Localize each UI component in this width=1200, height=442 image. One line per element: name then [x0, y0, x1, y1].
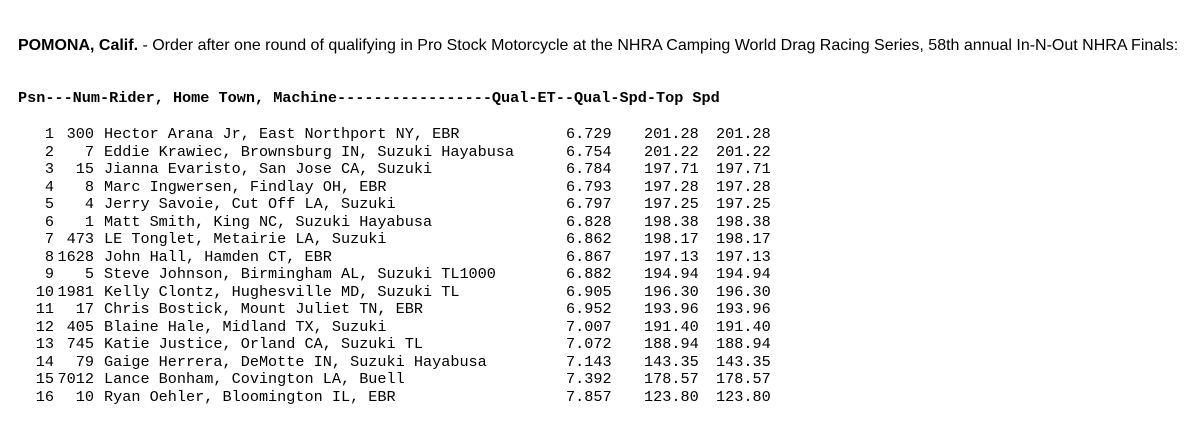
- qual-et: 6.952: [566, 300, 612, 318]
- bike-number: 7012: [57, 370, 94, 388]
- rider: Chris Bostick, Mount Juliet TN, EBR: [104, 300, 423, 318]
- position: 12: [35, 317, 54, 336]
- qual-et: 7.392: [566, 370, 612, 388]
- top-speed: 191.40: [716, 317, 771, 336]
- dateline: POMONA, Calif.: [18, 37, 139, 54]
- top-speed: 201.28: [716, 125, 771, 143]
- qual-speed: 197.71: [644, 160, 699, 178]
- position: 6: [44, 212, 54, 231]
- top-speed: 188.94: [716, 335, 771, 353]
- qual-speed: 198.17: [644, 230, 699, 248]
- qual-et: 6.862: [566, 230, 612, 248]
- top-speed: 193.96: [716, 300, 771, 318]
- qual-speed: 188.94: [644, 335, 699, 353]
- bike-number: 4: [84, 195, 94, 213]
- top-speed: 178.57: [716, 370, 771, 388]
- bike-number: 7: [84, 142, 94, 161]
- qual-speed: 201.28: [644, 125, 699, 143]
- bike-number: 5: [84, 265, 94, 283]
- qual-et: 6.867: [566, 247, 612, 266]
- rider: Marc Ingwersen, Findlay OH, EBR: [104, 177, 387, 196]
- qual-speed: 191.40: [644, 317, 699, 336]
- qual-speed: 123.80: [644, 387, 699, 406]
- position: 9: [44, 265, 54, 283]
- rider: Gaige Herrera, DeMotte IN, Suzuki Hayabusa: [104, 352, 487, 371]
- top-speed: 197.71: [716, 160, 771, 178]
- rider: Hector Arana Jr, East Northport NY, EBR: [104, 125, 460, 143]
- qual-et: 6.784: [566, 160, 612, 178]
- top-speed: 196.30: [716, 282, 771, 301]
- qual-speed: 143.35: [644, 352, 699, 371]
- qual-et: 7.007: [566, 317, 612, 336]
- position: 10: [35, 282, 54, 301]
- bike-number: 79: [75, 352, 94, 371]
- top-speed: 143.35: [716, 352, 771, 371]
- rider: Lance Bonham, Covington LA, Buell: [104, 370, 405, 388]
- rider: Blaine Hale, Midland TX, Suzuki: [104, 317, 387, 336]
- bike-number: 1628: [57, 247, 94, 266]
- position: 15: [35, 370, 54, 388]
- position: 5: [44, 195, 54, 213]
- bike-number: 473: [66, 230, 94, 248]
- table-header: Psn---Num-Rider, Home Town, Machine-----------------Qual-ET--Qual-Spd-Top Spd: [18, 89, 720, 107]
- qual-speed: 197.13: [644, 247, 699, 266]
- top-speed: 197.25: [716, 195, 771, 213]
- position: 1: [44, 125, 54, 143]
- position: 7: [44, 230, 54, 248]
- bike-number: 15: [75, 160, 94, 178]
- top-speed: 123.80: [716, 387, 771, 406]
- rider: Matt Smith, King NC, Suzuki Hayabusa: [104, 212, 433, 231]
- intro-paragraph: [18, 36, 1178, 56]
- bike-number: 745: [66, 335, 94, 353]
- top-speed: 197.13: [716, 247, 771, 266]
- rider: Katie Justice, Orland CA, Suzuki TL: [104, 335, 423, 353]
- qual-speed: 201.22: [644, 142, 699, 161]
- position: 13: [35, 335, 54, 353]
- position: 3: [44, 160, 54, 178]
- top-speed: 198.17: [716, 230, 771, 248]
- qual-speed: 178.57: [644, 370, 699, 388]
- top-speed: 194.94: [716, 265, 771, 283]
- qual-speed: 193.96: [644, 300, 699, 318]
- qual-et: 6.882: [566, 265, 612, 283]
- rider: Kelly Clontz, Hughesville MD, Suzuki TL: [104, 282, 460, 301]
- qual-speed: 197.28: [644, 177, 699, 196]
- position: 8: [44, 247, 54, 266]
- top-speed: 201.22: [716, 142, 771, 161]
- qual-et: 7.072: [566, 335, 612, 353]
- bike-number: 17: [75, 300, 94, 318]
- qual-et: 6.828: [566, 212, 612, 231]
- position: 14: [35, 352, 54, 371]
- qual-et: 6.729: [566, 125, 612, 143]
- rider: John Hall, Hamden CT, EBR: [104, 247, 332, 266]
- position: 2: [44, 142, 54, 161]
- rider: LE Tonglet, Metairie LA, Suzuki: [104, 230, 387, 248]
- bike-number: 10: [75, 387, 94, 406]
- top-speed: 198.38: [716, 212, 771, 231]
- rider: Jianna Evaristo, San Jose CA, Suzuki: [104, 160, 433, 178]
- qual-et: 6.797: [566, 195, 612, 213]
- bike-number: 8: [84, 177, 94, 196]
- bike-number: 405: [66, 317, 94, 336]
- top-speed: 197.28: [716, 177, 771, 196]
- qual-speed: 197.25: [644, 195, 699, 213]
- bike-number: 1: [84, 212, 94, 231]
- bike-number: 1981: [57, 282, 94, 301]
- position: 16: [35, 387, 54, 406]
- rider: Jerry Savoie, Cut Off LA, Suzuki: [104, 195, 396, 213]
- bike-number: 300: [66, 125, 94, 143]
- rider: Eddie Krawiec, Brownsburg IN, Suzuki Hayabusa: [104, 142, 515, 161]
- qual-speed: 194.94: [644, 265, 699, 283]
- qual-speed: 196.30: [644, 282, 699, 301]
- position: 11: [35, 300, 54, 318]
- rider: Ryan Oehler, Bloomington IL, EBR: [104, 387, 396, 406]
- qual-et: 6.793: [566, 177, 612, 196]
- qual-et: 6.905: [566, 282, 612, 301]
- intro-text: - Order after one round of qualifying in Pro Stock Motorcycle at the NHRA Camping World Drag Racing Series, 58th annual In-N-Out NHRA Finals:: [138, 37, 1179, 54]
- qual-et: 7.857: [566, 387, 612, 406]
- qual-et: 7.143: [566, 352, 612, 371]
- position: 4: [44, 177, 54, 196]
- qual-et: 6.754: [566, 142, 612, 161]
- rider: Steve Johnson, Birmingham AL, Suzuki TL1000: [104, 265, 496, 283]
- qual-speed: 198.38: [644, 212, 699, 231]
